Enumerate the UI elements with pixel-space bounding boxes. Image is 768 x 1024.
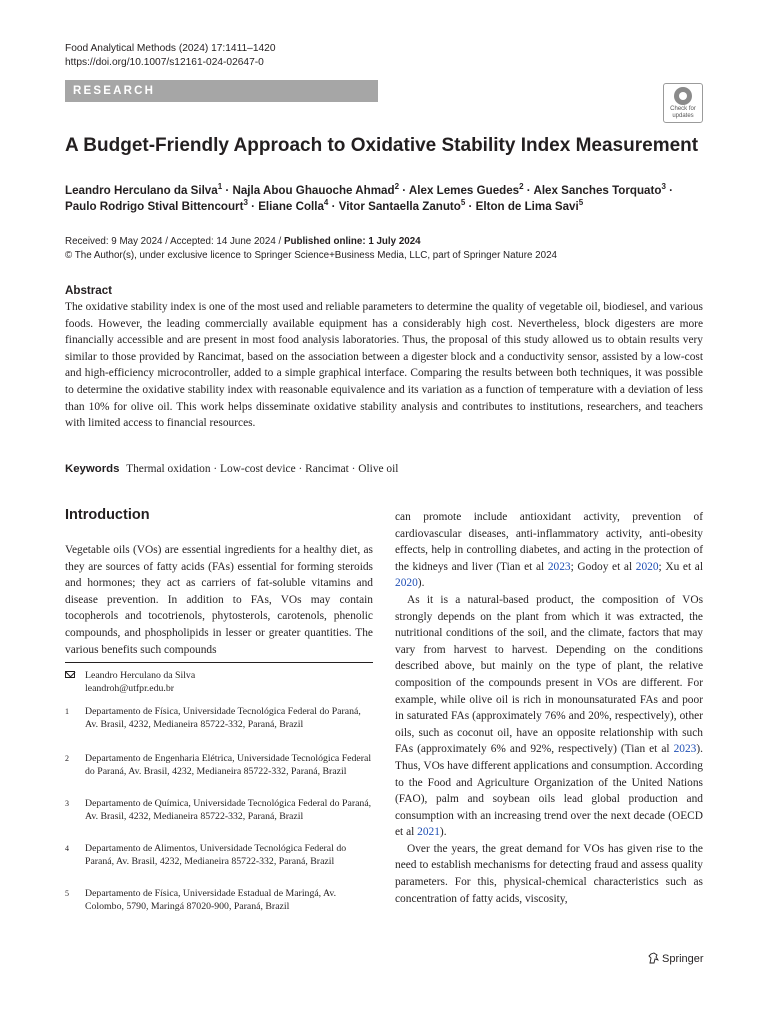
author-name[interactable]: Alex Lemes Guedes: [408, 183, 520, 197]
paragraph-text: ).: [439, 826, 447, 839]
paragraph: Vegetable oils (VOs) are essential ingredients for a healthy diet, as they are sources of fatty acids (FAs) essential for forming steroids and hormones; they act as carriers of fat-soluble vitamins and disease prevention. In addition to FAs, VOs may contain tocopherols and tocotrienols, phytosterols, carotenols, phenolic compounds, and phospholipids in lesser or greater quantities. The various benefits such compounds: [65, 544, 373, 656]
affiliation-text: Departamento de Química, Universidade Tecnológica Federal do Paraná, Av. Brasil, 4232, Medianeira 85722-332, Paraná, Brazil: [85, 798, 372, 822]
paper-title: A Budget-Friendly Approach to Oxidative Stability Index Measurement: [65, 135, 699, 156]
paragraph: Over the years, the great demand for VOs has given rise to the need to establish mechanisms for detecting fraud and assess quality parameters. For this, physical-chemical characteristics such as concentration of fatty acids, viscosity,: [395, 842, 703, 905]
citation-link[interactable]: 2020: [635, 560, 659, 573]
author-affiliation: 3: [243, 198, 248, 207]
left-column-body: [65, 542, 373, 658]
author-name[interactable]: Paulo Rodrigo Stival Bittencourt: [65, 199, 244, 213]
footnote-number: 2: [65, 754, 69, 763]
copyright-notice: © The Author(s), under exclusive licence to Springer Science+Business Media, LLC, part of Springer Nature 2024: [65, 250, 557, 261]
affiliation-footnote: [65, 705, 373, 731]
paragraph: [395, 592, 703, 841]
paragraph: [395, 509, 703, 592]
keywords-label: Keywords: [65, 463, 120, 475]
affiliation-text: Departamento de Física, Universidade Estadual de Maringá, Av. Colombo, 5790, Maringá 87020-900, Paraná, Brazil: [85, 888, 337, 912]
corresponding-author-note: [65, 669, 373, 695]
envelope-icon: [65, 671, 75, 678]
footnote-number: 3: [65, 799, 69, 808]
author-name[interactable]: Elton de Lima Savi: [475, 199, 579, 213]
publication-dates: [65, 235, 725, 248]
affiliation-footnote: [65, 752, 373, 778]
publisher-footer: [648, 952, 704, 966]
keywords-list: Thermal oxidation · Low-cost device · Rancimat · Olive oil: [126, 463, 399, 475]
paragraph-text: ).: [417, 577, 425, 590]
author-affiliation: 3: [661, 182, 666, 191]
keywords-line: [65, 461, 703, 477]
affiliation-text: Departamento de Alimentos, Universidade Tecnológica Federal do Paraná, Av. Brasil, 4232, Medianeira 85722-332, Paraná, Brazil: [85, 843, 347, 867]
corresponding-author-email[interactable]: leandroh@utfpr.edu.br: [85, 683, 175, 694]
paragraph-text: As it is a natural-based product, the composition of VOs strongly depends on the plant from which it was extracted, the nutritional conditions of the soil, and the climate, factors that may vary from harvest to harvest. Depending on the conditions described above, but mainly on the type of plant, the relative composition of the compounds present in VOs are different. For example, while olive oil is rich in monounsaturated FAs and poor in saturated FAs (approximately 76% and 20%, respectively), other oils, such as coconut oil, have an opposite relationship with such FAs (approximately 6% and 92%, respectively) (Tian et al: [395, 593, 703, 756]
check-updates-label: Check for updates: [670, 106, 696, 119]
author-name[interactable]: Vitor Santaella Zanuto: [338, 199, 461, 213]
author-name[interactable]: Eliane Colla: [258, 199, 324, 213]
doi-link[interactable]: https://doi.org/10.1007/s12161-024-02647-0: [65, 57, 264, 68]
section-heading-introduction: Introduction: [65, 507, 150, 523]
author-affiliation: 1: [217, 182, 223, 191]
abstract-text: The oxidative stability index is one of the most used and reliable parameters to determine the quality of vegetable oil, biodiesel, and various foods. However, the leading commercially available equipment has a considerably high cost. Nevertheless, block digesters are more financially accessible and are present in most food analysis laboratories. Thus, the proposal of this study allowed us to obtain results very similar to those provided by Rancimat, based on the association between a digester block and a conductivity sensor, assisted by a low-cost and high-efficiency microcontroller, added to a simple graphical interface. Comparing the results between both techniques, it was possible to determine the oxidative stability index with reasonable equivalence and its variation as a function of temperature with a deviation of less than 10% for olive oil. This work helps disseminate oxidative stability analysis and contributes to institutions, researchers, and teachers with limited access to financial resources.: [65, 301, 703, 430]
paragraph-text: ). Thus, VOs have different applications and consumption. According to the Food and Agriculture Organization of the United Nations (FAO), palm and soybean oils lead global production and consumption with an increasing trend over the next decade (OECD et al: [395, 743, 703, 839]
author-affiliation: 5: [578, 198, 584, 207]
footnote-number: 1: [65, 707, 69, 716]
abstract-heading: Abstract: [65, 284, 113, 297]
crossmark-icon: [674, 87, 692, 105]
author-affiliation: 2: [394, 182, 400, 191]
check-for-updates-badge[interactable]: [663, 83, 703, 123]
affiliation-text: Departamento de Engenharia Elétrica, Universidade Tecnológica Federal do Paraná, Av. Brasil, 4232, Medianeira 85722-332, Paraná, Brazil: [85, 753, 372, 777]
right-column-body: [395, 509, 703, 907]
citation-link[interactable]: 2023: [673, 743, 697, 756]
paragraph-text: ; Godoy et al: [570, 560, 636, 573]
author-affiliation: 2: [519, 182, 524, 191]
author-name[interactable]: Najla Abou Ghauoche Ahmad: [232, 183, 395, 197]
footnote-number: 4: [65, 844, 69, 853]
affiliation-footnote: [65, 887, 373, 913]
corresponding-author-name: Leandro Herculano da Silva: [85, 670, 196, 681]
affiliation-footnote: [65, 797, 373, 823]
section-label: RESEARCH: [65, 80, 378, 102]
author-list-line-1: Leandro Herculano da Silva$^1$ · Najla Abou Ghauoche Ahmad$^2$ · Alex Lemes Guedes$^2$ · Alex Sanches Torquato$^3$ ·: [65, 182, 673, 197]
affiliation-footnote: [65, 842, 373, 868]
citation-link[interactable]: 2023: [547, 560, 571, 573]
publisher-name: Springer: [662, 953, 704, 965]
footnote-number: 5: [65, 889, 69, 898]
citation-link[interactable]: 2021: [417, 826, 440, 839]
published-online-date: Published online: 1 July 2024: [283, 236, 421, 247]
affiliation-text: Departamento de Física, Universidade Tecnológica Federal do Paraná, Av. Brasil, 4232, Medianeira 85722-332, Paraná, Brazil: [85, 706, 361, 730]
received-accepted-dates: Received: 9 May 2024 / Accepted: 14 June 2024 /: [65, 236, 284, 247]
springer-horse-icon: [648, 952, 659, 964]
paragraph-text: ; Xu et al: [658, 560, 703, 573]
journal-citation: Food Analytical Methods (2024) 17:1411–1420: [65, 43, 276, 54]
footnote-divider: [65, 662, 373, 663]
journal-header: [65, 42, 276, 70]
author-name[interactable]: Leandro Herculano da Silva: [65, 183, 218, 197]
paragraph-text: can promote include antioxidant activity, prevention of cardiovascular diseases, anti-inflammatory activity, anti-obesity effects, help in controlling diabetes, and acting in the protection of the kidneys and liver (Tian et al: [395, 511, 703, 573]
author-list-line-2: Paulo Rodrigo Stival Bittencourt$^3$ · Eliane Colla$^4$ · Vitor Santaella Zanuto$^5$ · Elton de Lima Savi$^5$: [65, 198, 584, 213]
author-affiliation: 5: [460, 198, 466, 207]
author-affiliation: 4: [323, 198, 329, 207]
citation-link[interactable]: 2020: [395, 577, 418, 590]
author-name[interactable]: Alex Sanches Torquato: [533, 183, 662, 197]
